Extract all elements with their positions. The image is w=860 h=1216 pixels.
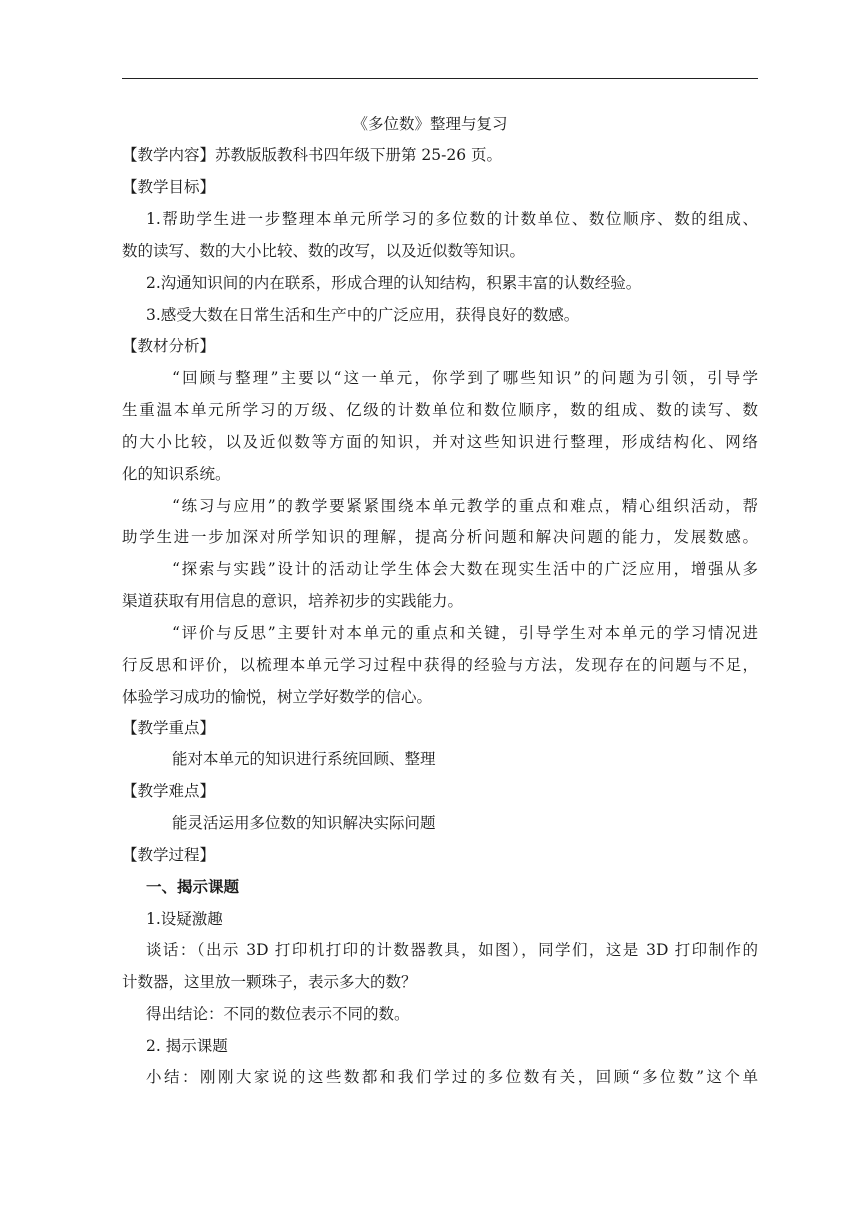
objectives-heading: 【教学目标】: [122, 178, 216, 196]
analysis-p1-line-3: 的大小比较，以及近似数等方面的知识，并对这些知识进行整理，形成结构化、网络: [122, 433, 758, 451]
analysis-p4-line-1: “评价与反思”主要针对本单元的重点和关键，引导学生对本单元的学习情况进: [172, 624, 758, 642]
key-points-text: 能对本单元的知识进行系统回顾、整理: [172, 750, 436, 768]
conclusion: 得出结论：不同的数位表示不同的数。: [146, 1005, 410, 1023]
difficulty-heading: 【教学难点】: [122, 782, 216, 800]
key-points-heading: 【教学重点】: [122, 719, 216, 737]
analysis-heading: 【教材分析】: [122, 337, 216, 355]
analysis-p1-line-1: “回顾与整理”主要以“这一单元，你学到了哪些知识”的问题为引领，引导学: [172, 369, 758, 387]
analysis-p2-line-1: “练习与应用”的教学要紧紧围绕本单元教学的重点和难点，精心组织活动，帮: [172, 497, 758, 515]
process-heading: 【教学过程】: [122, 846, 216, 864]
analysis-p1-line-2: 生重温本单元所学习的万级、亿级的计数单位和数位顺序，数的组成、数的读写、数: [122, 401, 758, 419]
document-title: 《多位数》整理与复习: [352, 115, 508, 133]
analysis-p4-line-2: 行反思和评价，以梳理本单元学习过程中获得的经验与方法，发现存在的问题与不足，: [122, 656, 758, 674]
objective-3: 3.感受大数在日常生活和生产中的广泛应用，获得良好的数感。: [146, 306, 580, 324]
objective-1-line-1: 1.帮助学生进一步整理本单元所学习的多位数的计数单位、数位顺序、数的组成、: [146, 210, 758, 228]
talk-line-1: 谈话：（出示 3D 打印机打印的计数器教具，如图），同学们，这是 3D 打印制作的: [146, 941, 758, 959]
summary-line-1: 小结：刚刚大家说的这些数都和我们学过的多位数有关，回顾“多位数”这个单: [146, 1068, 758, 1086]
objective-2: 2.沟通知识间的内在联系，形成合理的认知结构，积累丰富的认数经验。: [146, 274, 642, 292]
analysis-p3-line-2: 渠道获取有用信息的意识，培养初步的实践能力。: [122, 592, 464, 610]
analysis-p3-line-1: “探索与实践”设计的活动让学生体会大数在现实生活中的广泛应用，增强从多: [172, 560, 758, 578]
header-rule: [122, 78, 758, 79]
difficulty-text: 能灵活运用多位数的知识解决实际问题: [172, 814, 436, 832]
analysis-p2-line-2: 助学生进一步加深对所学知识的理解，提高分析问题和解决问题的能力，发展数感。: [122, 528, 758, 546]
analysis-p1-line-4: 化的知识系统。: [122, 465, 231, 483]
section-1-title: 一、揭示课题: [146, 877, 240, 896]
objective-1-line-2: 数的读写、数的大小比较、数的改写，以及近似数等知识。: [122, 242, 526, 260]
teaching-content: 【教学内容】苏教版版教科书四年级下册第 25-26 页。: [122, 146, 503, 164]
step-2-title: 2. 揭示课题: [146, 1037, 228, 1055]
talk-line-2: 计数器，这里放一颗珠子，表示多大的数？: [122, 973, 417, 991]
step-1-title: 1.设疑激趣: [146, 910, 223, 928]
analysis-p4-line-3: 体验学习成功的愉悦，树立学好数学的信心。: [122, 688, 433, 706]
